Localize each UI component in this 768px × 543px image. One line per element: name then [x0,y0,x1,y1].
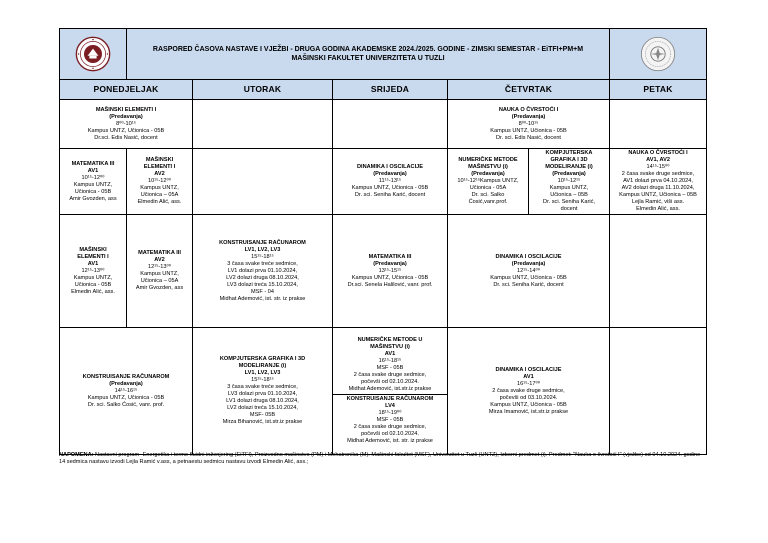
class-slot: DINAMIKA I OSCILACIJE (Predavanja) 12¹⁵-14⁰⁰ Kampus UNTZ, Učionica - 05B Dr. sci. Seniha Karić, docent [448,215,610,328]
class-slot: KONSTRUISANJE RAČUNAROM LV1, LV2, LV3 15¹⁵-18¹⁵ 3 časa svake treće sedmice, LV1 dolazi prva 01.10.2024, LV2 dolazi druga 08.10.2024, LV3 dolazi treća 15.10.2024, MSF - 04 Midhat Ademović, ist. str. iz prakse [193,215,333,328]
class-slot: NUMERIČKE METODE U MAŠINSTVU (i) AV1 16¹⁵-18¹⁵ MSF - 05B 2 časa svake druge sedmice, počevši od 02.10.2024. Midhat Ademović, ist.str.iz prakse [333,336,447,395]
class-slot: NUMERIČKE METODE MAŠINSTVU (i) (Predavanja) 10¹⁵-12¹⁵Kampus UNTZ, Učionica - 05A Dr. sci. Salko Ćosić,vanr.prof. [448,149,529,215]
footnote-text: Nastavni program- Energetika i termo-fluidni inženjering (EiTFI), Proizvodno mašinstvo (PM) i Mehatronika (M). Mašinski fakultet (MSF), Univerzitet u Tuzli (UNTZ), Izborni predmet (i). Predmet: "Nauka o čvrstoći I" (vježbe) od 04.10.2024. godine 14 sedmica nastavu izvodi Lejla Ramić v.ass, a petnaestu sedmicu nastavu izvodi Elmedin Alić, ass.; [59,452,701,465]
empty-slot [610,215,707,328]
class-slot: KONSTRUISANJE RAČUNAROM LV4 18¹⁵-19⁰⁰ MSF - 05B 2 časa svake druge sedmice, počevši od 02.10.2024. Midhat Ademović, ist. str. iz prakse [346,396,434,444]
class-slot: KONSTRUISANJE RAČUNAROM (Predavanja) 14¹⁵-16¹⁵ Kampus UNTZ, Učionica - 05B Dr. sci. Salko Ćosić, vanr. prof. [60,328,193,455]
schedule-row-2 [60,149,707,215]
schedule-row-4 [60,328,707,455]
class-slot: MAŠINSKI ELEMENTI I (Predavanja) 8⁰⁰-10¹⁵ Kampus UNTZ, Učionica - 05B Dr.sci. Edis Nasić, docent [60,100,193,149]
class-slot: NAUKA O ČVRSTOĆI I (Predavanja) 8⁰⁰-10¹⁵ Kampus UNTZ, Učionica - 05B Dr. sci. Edis Nasić, docent [448,100,610,149]
schedule-row-1 [60,100,707,149]
title-line-2: MAŠINSKI FAKULTET UNIVERZITETA U TUZLI [291,55,445,62]
schedule-row-3 [60,215,707,328]
class-slot-split [333,328,448,455]
class-slot: MAŠINSKI ELEMENTI I AV2 10¹⁵-12⁰⁰ Kampus UNTZ, Učionica – 05A Elmedin Alić, ass. [127,149,193,215]
header-row [60,29,707,80]
day-wednesday: SRIJEDA [333,80,448,100]
schedule-title [127,29,610,80]
class-slot: DINAMIKA I OSCILACIJE AV1 16¹⁵-17⁰⁰ 2 časa svake druge sedmice, počevši od 03.10.2024. Kampus UNTZ, Učionica - 05B Mirza Imamović, ist.str.iz prakse [448,328,610,455]
faculty-seal-logo [640,36,676,72]
empty-slot [610,100,707,149]
class-slot: MATEMATIKA III AV2 12¹⁵-13⁰⁰ Kampus UNTZ, Učionica – 05A Amir Gvozden, ass [127,215,193,328]
days-row [60,80,707,100]
class-slot: MATEMATIKA III (Predavanja) 13¹⁵-15¹⁵ Kampus UNTZ, Učionica - 05B Dr.sci. Senela Halilović, vanr. prof. [333,215,448,328]
day-thursday: ČETVRTAK [448,80,610,100]
empty-slot [193,149,333,215]
left-logo-cell [60,29,127,80]
right-logo-cell [610,29,707,80]
day-tuesday: UTORAK [193,80,333,100]
schedule-table [59,28,707,455]
class-slot: DINAMIKA I OSCILACIJE (Predavanja) 11¹⁵-13¹⁵ Kampus UNTZ, Učionica - 05B Dr. sci. Seniha Karić, docent [333,149,448,215]
class-slot: MATEMATIKA III AV1 10¹⁵-12⁰⁰ Kampus UNTZ, Učionica - 05B Amir Gvozden, ass [60,149,127,215]
day-friday: PETAK [610,80,707,100]
empty-slot [193,100,333,149]
class-slot: KOMPJUTERSKA GRAFIKA I 3D MODELIRANJE (i) (Predavanja) 10¹⁵-12¹⁵ Kampus UNTZ, Učionica – 05B Dr. sci. Seniha Karić, docent [529,149,610,215]
class-slot: NAUKA O ČVRSTOĆI I AV1, AV2 14¹⁵-15⁰⁰ 2 časa svake druge sedmice, AV1 dolazi prva 04.10.2024, AV2 dolazi druga 11.10.2024, Kampus UNTZ, Učionica – 05B Lejla Ramić, viši ass. Elmedin Alić, ass. [610,149,707,215]
class-slot: KOMPJUTERSKA GRAFIKA I 3D MODELIRANJE (i) LV1, LV2, LV3 15¹⁵-18¹⁵ 3 časa svake treće sedmice, LV3 dolazi prva 01.10.2024, LV1 dolazi druga 08.10.2024, LV2 dolazi treća 15.10.2024, MSF- 05B Mirza Bihanović, ist.str.iz prakse [193,328,333,455]
empty-slot [610,328,707,455]
university-seal-logo [75,36,111,72]
footnote [59,452,705,466]
footnote-label: NAPOMENA: [59,452,94,458]
title-line-1: RASPORED ČASOVA NASTAVE I VJEŽBI - DRUGA GODINA AKADEMSKE 2024./2025. GODINE - ZIMSKI SEMESTAR - EiTFI+PM+M [152,46,584,53]
class-slot: MAŠINSKI ELEMENTI I AV1 12¹⁵-13⁰⁰ Kampus UNTZ, Učionica - 05B Elmedin Alić, ass. [60,215,127,328]
day-monday: PONEDJELJAK [60,80,193,100]
empty-slot [333,100,448,149]
